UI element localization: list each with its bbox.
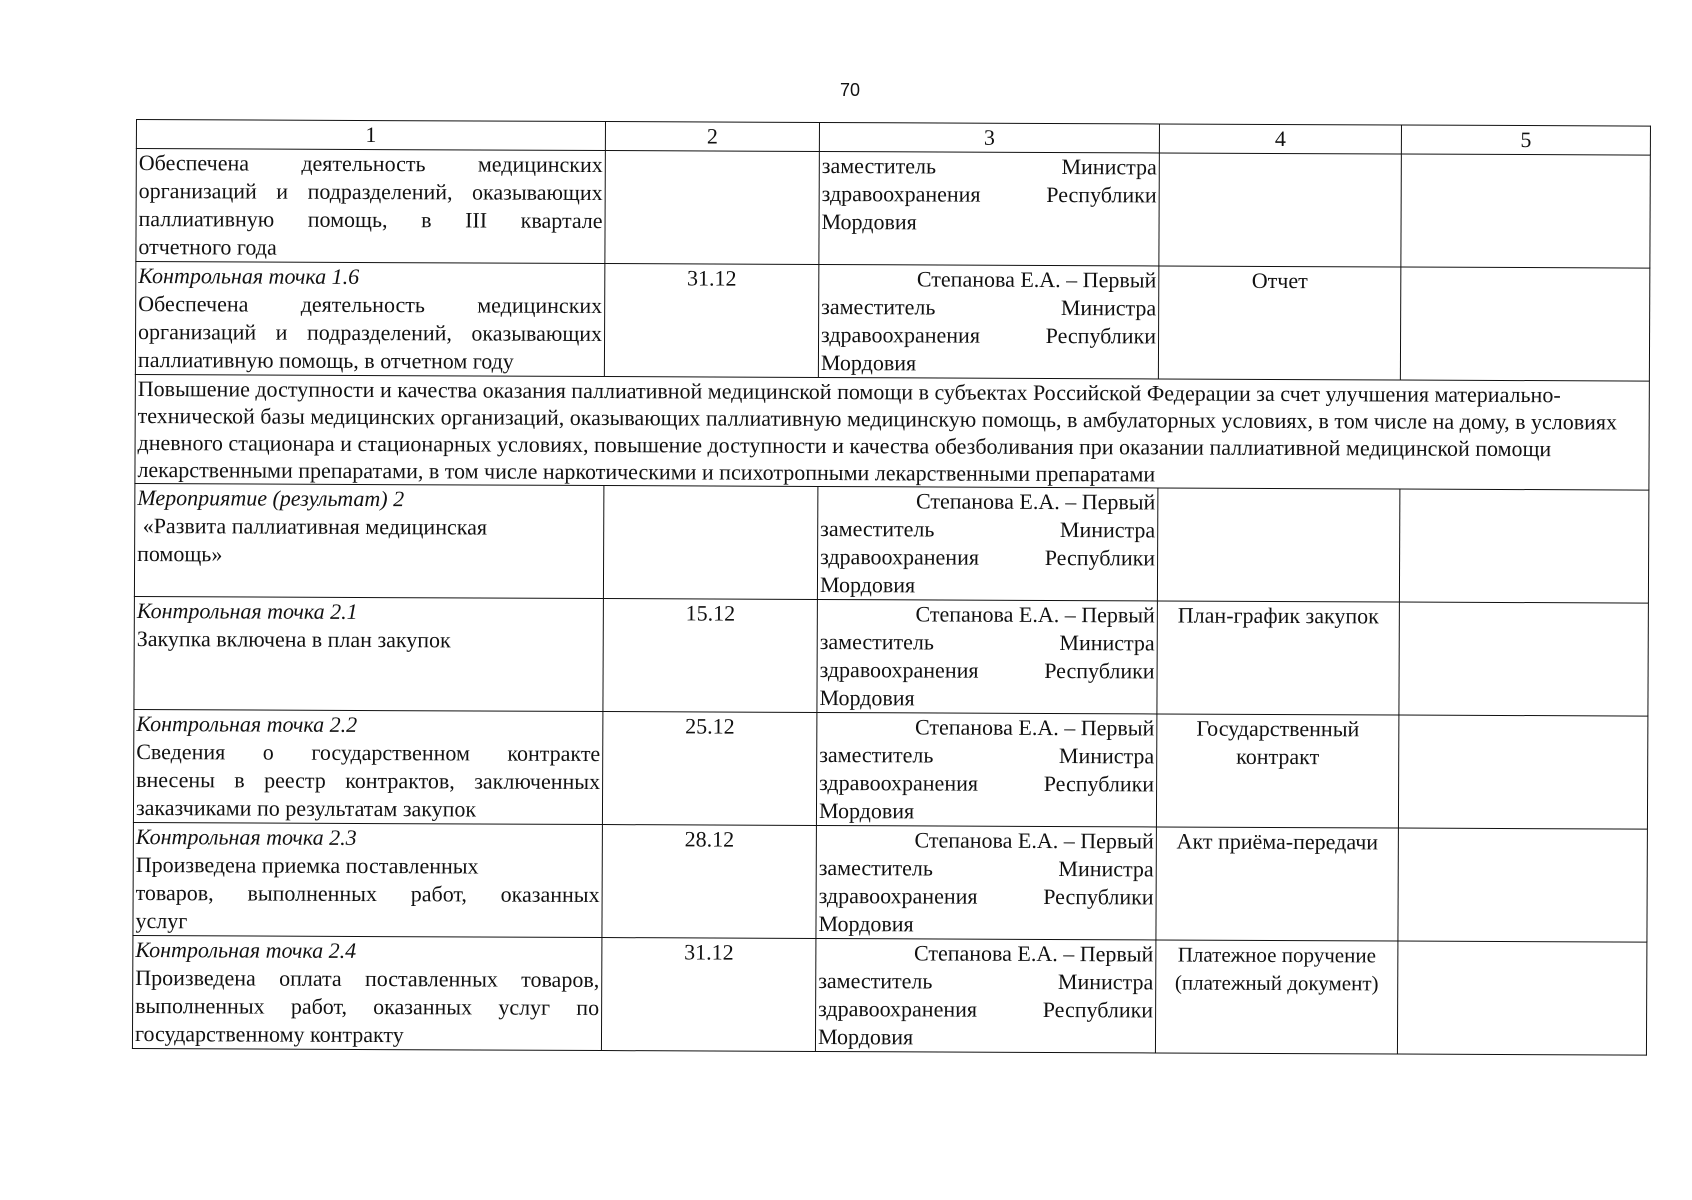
responsible-line: здравоохранения Республики bbox=[819, 656, 1155, 684]
table-row bbox=[134, 483, 1648, 603]
header-col-1: 1 bbox=[136, 120, 605, 151]
cell-responsible bbox=[819, 151, 1159, 265]
description-line: Закупка включена в план закупок bbox=[136, 626, 451, 653]
header-col-5: 5 bbox=[1401, 125, 1650, 155]
cell-col5 bbox=[1398, 715, 1647, 829]
table-row bbox=[133, 709, 1647, 829]
section-description: Повышение доступности и качества оказания паллиативной медицинской помощи в субъектах Российской Федерации за счет улучшения материально-технической базы медицинских организаций, оказывающих паллиативную медицинскую помощь, в амбулаторных условиях, в том числе на дому, в условиях дневного стационара и стационарных условиях, повышение доступности и качества обезболивания при оказании паллиативной медицинской помощи лекарственными препаратами, в том числе наркотическими и психотропными лекарственными препаратами bbox=[135, 374, 1649, 490]
cell-document: Акт приёма-передачи bbox=[1156, 827, 1398, 941]
responsible-line: Мордовия bbox=[818, 910, 914, 937]
responsible-line: здравоохранения Республики bbox=[820, 543, 1156, 571]
responsible-line: Степанова Е.А. – Первый bbox=[914, 827, 1154, 854]
control-point-title: Контрольная точка 2.2 bbox=[136, 711, 358, 737]
responsible-line: здравоохранения Республики bbox=[818, 882, 1154, 910]
description-line: товаров, выполненных работ, оказанных bbox=[135, 880, 600, 908]
responsible-line: заместитель Министра bbox=[818, 967, 1154, 995]
page-number: 70 bbox=[839, 80, 861, 100]
cell-description bbox=[132, 935, 601, 1050]
responsible-line: Мордовия bbox=[819, 684, 915, 711]
description-line: «Развита паллиативная медицинская bbox=[137, 513, 488, 540]
responsible-line: Степанова Е.А. – Первый bbox=[915, 488, 1156, 515]
description-line: внесены в реестр контрактов, заключенных bbox=[136, 767, 601, 795]
responsible-line: заместитель Министра bbox=[821, 152, 1157, 180]
responsible-line: заместитель Министра bbox=[819, 741, 1155, 769]
cell-document: Отчет bbox=[1158, 266, 1400, 380]
cell-date: 31.12 bbox=[604, 264, 818, 378]
responsible-line: Мордовия bbox=[819, 571, 916, 598]
cell-description bbox=[134, 596, 603, 711]
cell-document bbox=[1157, 488, 1399, 602]
cell-col5 bbox=[1400, 267, 1649, 381]
cell-col5 bbox=[1399, 489, 1648, 603]
responsible-line: заместитель Министра bbox=[821, 293, 1157, 321]
description-line: Произведена приемка поставленных bbox=[135, 852, 479, 879]
header-col-4: 4 bbox=[1159, 124, 1401, 154]
table-row bbox=[135, 262, 1649, 382]
description-line: организаций и подразделений, оказывающих bbox=[138, 319, 603, 347]
cell-description bbox=[134, 483, 603, 598]
responsible-line: Степанова Е.А. – Первый bbox=[916, 266, 1157, 293]
description-line: выполненных работ, оказанных услуг по bbox=[135, 993, 600, 1021]
header-col-3: 3 bbox=[819, 122, 1159, 152]
cell-col5 bbox=[1401, 154, 1650, 268]
table-row bbox=[134, 596, 1648, 716]
responsible-line: здравоохранения Республики bbox=[821, 180, 1157, 208]
cell-date: 15.12 bbox=[603, 599, 817, 713]
cell-date: 31.12 bbox=[601, 938, 815, 1052]
cell-date bbox=[605, 151, 819, 265]
description-line: отчетного года bbox=[138, 234, 277, 260]
description-line: паллиативную помощь, в III квартале bbox=[138, 206, 603, 234]
description-line: Сведения о государственном контракте bbox=[136, 739, 601, 767]
section-row bbox=[135, 374, 1649, 490]
control-points-table bbox=[132, 119, 1651, 1056]
cell-col5 bbox=[1397, 941, 1646, 1055]
control-point-title: Контрольная точка 2.1 bbox=[136, 598, 358, 624]
responsible-line: Степанова Е.А. – Первый bbox=[915, 601, 1155, 628]
table-row bbox=[136, 149, 1650, 269]
responsible-line: Степанова Е.А. – Первый bbox=[913, 940, 1154, 967]
responsible-line: Мордовия bbox=[821, 208, 917, 235]
cell-date: 25.12 bbox=[602, 712, 816, 826]
cell-col5 bbox=[1398, 828, 1647, 942]
responsible-line: заместитель Министра bbox=[819, 628, 1155, 656]
cell-responsible bbox=[818, 264, 1158, 378]
description-line: Произведена оплата поставленных товаров, bbox=[135, 965, 600, 993]
cell-responsible bbox=[817, 599, 1157, 713]
description-line: Обеспечена деятельность медицинских bbox=[138, 291, 603, 319]
description-line: заказчиками по результатам закупок bbox=[135, 795, 477, 822]
table-row bbox=[133, 822, 1647, 942]
control-point-title: Контрольная точка 2.3 bbox=[135, 824, 357, 850]
cell-document: План-график закупок bbox=[1157, 601, 1399, 715]
control-point-title: Контрольная точка 2.4 bbox=[135, 937, 357, 963]
cell-document: Платежное поручение (платежный документ) bbox=[1155, 940, 1397, 1054]
description-line: организаций и подразделений, оказывающих bbox=[138, 178, 603, 206]
responsible-line: здравоохранения Республики bbox=[821, 321, 1157, 349]
table-row bbox=[132, 935, 1646, 1055]
responsible-line: Степанова Е.А. – Первый bbox=[914, 714, 1155, 741]
cell-description bbox=[135, 262, 604, 377]
description-line: паллиативную помощь, в отчетном году bbox=[137, 347, 514, 374]
cell-document: Государственный контракт bbox=[1156, 714, 1398, 828]
description-line: помощь» bbox=[137, 541, 223, 567]
responsible-line: здравоохранения Республики bbox=[819, 769, 1155, 797]
cell-col5 bbox=[1399, 602, 1648, 716]
cell-description bbox=[133, 709, 602, 824]
cell-description bbox=[136, 149, 605, 264]
responsible-line: заместитель Министра bbox=[818, 854, 1154, 882]
header-col-2: 2 bbox=[605, 122, 819, 152]
description-line: услуг bbox=[135, 908, 188, 934]
cell-responsible bbox=[816, 712, 1156, 826]
measure-title: Мероприятие (результат) 2 bbox=[137, 485, 405, 512]
cell-date bbox=[603, 486, 817, 600]
responsible-line: Мордовия bbox=[820, 349, 917, 376]
description-line: государственному контракту bbox=[134, 1021, 404, 1048]
cell-document bbox=[1159, 153, 1401, 267]
responsible-line: Мордовия bbox=[817, 1023, 914, 1050]
cell-responsible bbox=[816, 825, 1156, 939]
responsible-line: заместитель Министра bbox=[820, 515, 1156, 543]
description-line: Обеспечена деятельность медицинских bbox=[138, 150, 603, 178]
cell-date: 28.12 bbox=[602, 825, 816, 939]
responsible-line: Мордовия bbox=[818, 797, 915, 824]
cell-responsible bbox=[817, 486, 1157, 600]
cell-description bbox=[133, 822, 602, 937]
responsible-line: здравоохранения Республики bbox=[818, 995, 1154, 1023]
cell-responsible bbox=[815, 938, 1155, 1052]
control-point-title: Контрольная точка 1.6 bbox=[138, 263, 360, 289]
